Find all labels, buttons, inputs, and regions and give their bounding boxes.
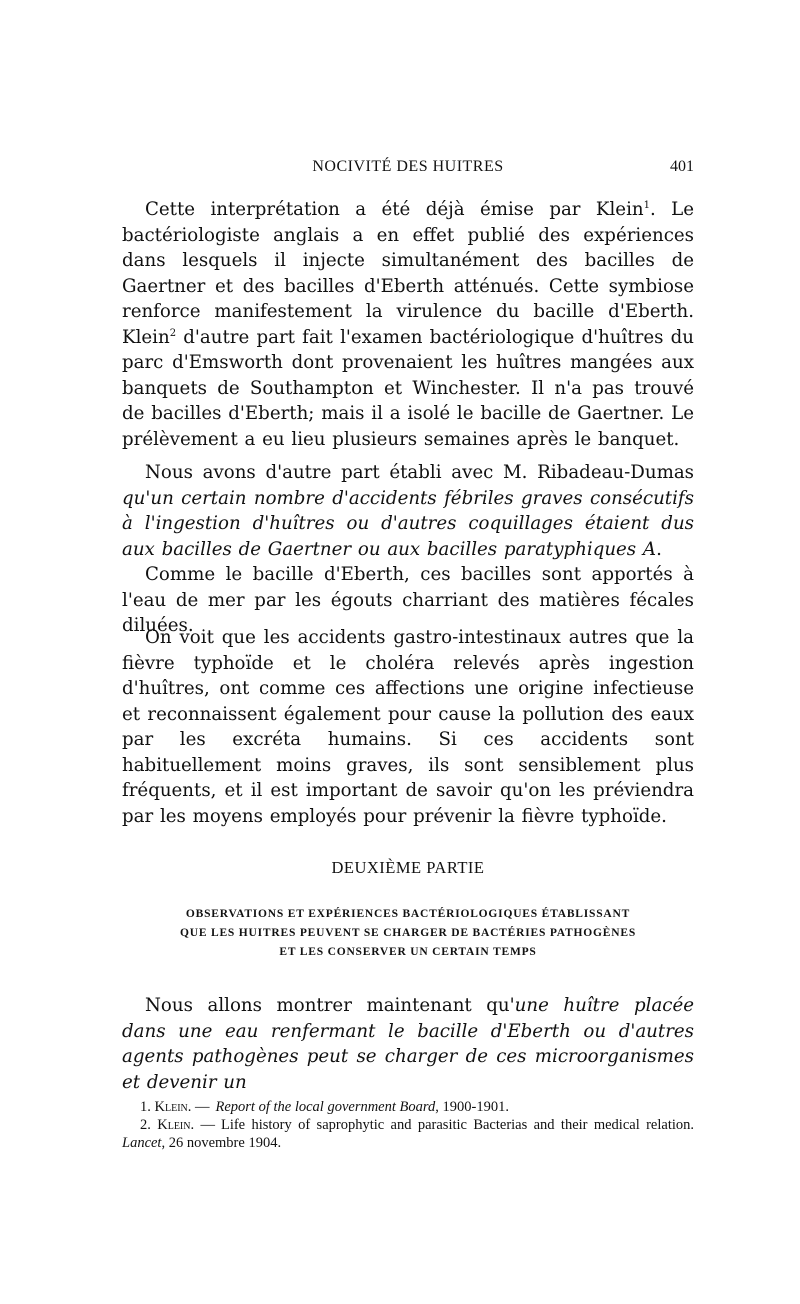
paragraph-accidents-gastro <box>122 625 694 829</box>
running-title: NOCIVITÉ DES HUITRES <box>312 158 504 175</box>
page-header <box>122 158 694 184</box>
part-title: DEUXIÈME PARTIE <box>331 858 485 877</box>
paragraph-ribadeau-dumas <box>122 460 694 562</box>
italic-emphasis: une huître placée dans une eau renfermant le bacille d'Eberth ou d'autres agents pathogènes peut se charger de ces microorganismes et devenir un <box>122 995 695 1093</box>
paragraph-text: Comme le bacille d'Eberth, ces bacilles sont apportés à l'eau de mer par les égouts charriant des matières fécales diluées. <box>122 564 694 636</box>
italic-emphasis: qu'un certain nombre d'accidents fébriles graves consécutifs à l'ingestion d'huîtres ou d'autres coquillages étaient dus aux bacilles de Gaertner ou aux bacilles paratyphiques A <box>122 487 694 560</box>
paragraph-text: Nous avons d'autre part établi avec M. Ribadeau-Dumas <box>145 462 694 483</box>
paragraph-text: Nous allons montrer maintenant qu' <box>145 995 515 1016</box>
footnote-title: Report of the local government Board <box>215 1099 436 1115</box>
footnote-author: Klein. <box>154 1099 192 1115</box>
footnote-text: , 26 novembre 1904. <box>161 1135 282 1151</box>
paragraph-text: . <box>656 538 662 560</box>
footnote-text: , 1900-1901. <box>435 1099 509 1115</box>
part-subtitle-line: QUE LES HUITRES PEUVENT SE CHARGER DE BACTÉRIES PATHOGÈNES <box>179 927 637 939</box>
footnote-text: Life history of saprophytic and parasitic Bacterias and their medical relation. <box>220 1117 694 1133</box>
paragraph-text: d'autre part fait l'examen bactériologique d'huîtres du parc d'Emsworth dont provenaient les huîtres mangées aux banquets de Southampton et Winchester. Il n'a pas trouvé de bacilles d'Eberth; mais il a isolé le bacille de Gaertner. Le prélèvement a eu lieu plusieurs semaines après le banquet. <box>122 326 694 450</box>
footnote-number: 1. <box>140 1099 151 1115</box>
part-subtitle-line: ET LES CONSERVER UN CERTAIN TEMPS <box>279 946 537 958</box>
paragraph-nous-allons <box>122 993 694 1095</box>
paragraph-text: . Le bactériologiste anglais a en effet publié des expériences dans lesquels il injecte simultanément des bacilles de Gaertner et des bacilles d'Eberth atténués. Cette symbiose renforce manifestement la virulence du bacille d'Eberth. Klein <box>122 199 695 348</box>
footnote-dash: — <box>200 1117 215 1133</box>
footnote-ref-2: 2 <box>169 327 177 339</box>
footnotes <box>122 1098 694 1152</box>
footnote-2 <box>122 1116 694 1152</box>
part-subtitle-line: OBSERVATIONS ET EXPÉRIENCES BACTÉRIOLOGIQUES ÉTABLISSANT <box>185 908 631 920</box>
footnote-number: 2. <box>140 1117 151 1133</box>
part-subtitle <box>140 905 676 962</box>
paragraph-text: On voit que les accidents gastro-intestinaux autres que la fièvre typhoïde et le choléra relevés après ingestion d'huîtres, ont comme ces affections une origine infectieuse et reconnaissent également pour cause la pollution des eaux par les excréta humains. Si ces accidents sont habituellement moins graves, ils sont sensiblement plus fréquents, et il est important de savoir qu'on les préviendra par les moyens employés pour prévenir la fièvre typhoïde. <box>122 627 694 827</box>
footnote-1 <box>122 1098 694 1116</box>
footnote-dash: — <box>195 1099 210 1115</box>
footnote-author: Klein. <box>157 1117 195 1133</box>
paragraph-klein-interpretation <box>122 197 694 452</box>
page-number: 401 <box>670 158 694 175</box>
footnote-ref-1: 1 <box>643 199 650 211</box>
paragraph-text: Cette interprétation a été déjà émise par Klein <box>145 199 644 220</box>
footnote-journal: Lancet <box>122 1135 162 1151</box>
